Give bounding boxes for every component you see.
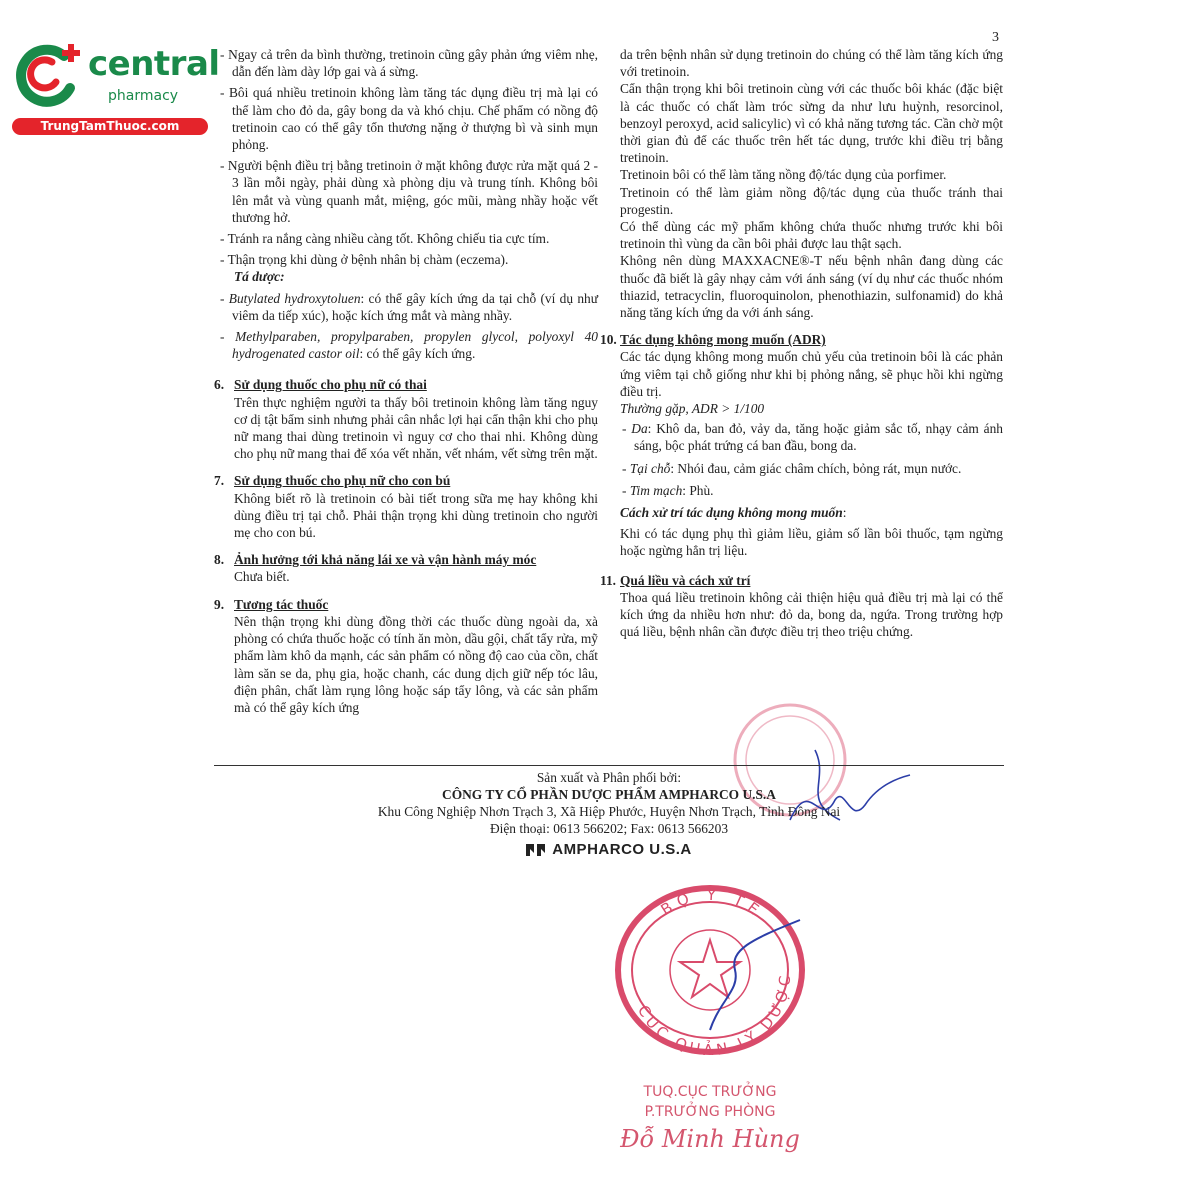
section-8-body: Chưa biết.	[234, 569, 290, 585]
section-9-number: 9.	[214, 596, 225, 612]
footer-company: CÔNG TY CỔ PHẦN DƯỢC PHẨM AMPHARCO U.S.A	[442, 787, 776, 802]
section-8	[214, 551, 598, 585]
adr-cardio-label: Tim mạch	[629, 482, 683, 498]
bullet-3: - Người bệnh điều trị bằng tretinoin ở mặt không được rửa mặt quá 2 - 3 lần mỗi ngày, phải dùng xà phòng dịu và trung tính. Không bôi lên mắt và vùng quanh mắt, miệng, góc mũi, màng nhầy hoặc vết thương hở.	[214, 157, 598, 226]
bullet-2: - Bôi quá nhiều tretinoin không làm tăng tác dụng điều trị mà lại có thể làm cho đỏ da, gây bong da và khó chịu. Chế phẩm có nồng độ tretinoin cao có thể gây tổn thương nặng ở thượng bì và sinh mụn phỏng.	[214, 84, 598, 153]
adr-skin-label: Da	[631, 421, 648, 437]
adr-frequency: Thường gặp, ADR > 1/100	[620, 401, 765, 417]
page-number: 3	[992, 30, 999, 45]
logo-url: TrungTamThuoc.com	[12, 118, 208, 135]
section-10-number: 10.	[600, 332, 617, 348]
section-9-title: Tương tác thuốc	[234, 596, 329, 612]
adr-local-text: : Nhói đau, cảm giác châm chích, bỏng rát, mụn nước.	[670, 460, 962, 476]
excipient-1	[214, 290, 598, 324]
section-10-body: Các tác dụng không mong muốn chủ yếu của tretinoin bôi là các phản ứng viêm tại chỗ giống như khi bị phỏng nắng, sẽ phục hồi khi ngừng điều trị.	[620, 349, 1003, 399]
interaction-p2: Cẩn thận trọng khi bôi tretinoin cùng với các thuốc bôi khác (đặc biệt là các thuốc có chất làm tróc sừng da như lưu huỳnh, resorcinol, benzoyl peroxyd, acid salicylic) vì có khả năng tương tác. Cần chờ một thời gian đủ để các thuốc trên hết tác dụng, trước khi điều trị bằng tretinoin.	[620, 81, 1003, 166]
approver-line-1: TUQ.CỤC TRƯỞNG	[643, 1084, 777, 1100]
excipients-heading: Tá dược:	[234, 269, 285, 285]
section-7	[214, 472, 598, 541]
adr-management-heading	[620, 504, 1003, 521]
section-11-body: Thoa quá liều tretinoin không cải thiện hiệu quả điều trị mà lại có thể kích ứng da nhiều hơn như: đỏ da, bong da, ngứa. Trong trường hợp quá liều, bệnh nhân cần được điều trị theo triệu chứng.	[620, 589, 1003, 640]
excipient-2-text: : có thể gây kích ứng.	[359, 346, 476, 362]
adr-local	[620, 460, 1003, 477]
pharmacy-cross-icon	[12, 40, 82, 110]
approver-block	[600, 1082, 820, 1156]
adr-skin-text: : Khô da, ban đỏ, vảy da, tăng hoặc giảm sắc tố, nhạy cảm ánh sáng, bộc phát trứng cá ban đầu, bong da.	[634, 421, 1003, 454]
adr-cardio-text: : Phù.	[682, 482, 714, 498]
section-11	[600, 572, 1003, 641]
ampharco-brand	[214, 841, 1004, 858]
right-column	[600, 46, 1003, 641]
adr-management-body: Khi có tác dụng phụ thì giảm liều, giảm số lần bôi thuốc, tạm ngừng hoặc ngừng hẳn trị liệu.	[620, 526, 1003, 559]
section-10-title: Tác dụng không mong muốn (ADR)	[620, 332, 826, 348]
section-11-number: 11.	[600, 572, 616, 588]
interaction-p4: Tretinoin có thể làm giảm nồng độ/tác dụng của thuốc tránh thai progestin.	[620, 184, 1003, 217]
excipient-1-text: : có thể gây kích ứng da tại chỗ (ví dụ như viêm da tiếp xúc), hoặc kích ứng mắt và màng nhầy.	[232, 290, 598, 323]
section-9-body: Nên thận trọng khi dùng đồng thời các thuốc dùng ngoài da, xà phòng có chứa thuốc hoặc có tính ăn mòn, dầu gội, chất tẩy rửa, mỹ phẩm làm khô da mạnh, các sản phẩm có nồng độ cao của cồn, chất làm săn se da, phụ gia, hoặc chanh, các dung dịch giữ nếp tóc lâu, điện phân, chất làm rụng lông hoặc sáp tẩy lông, và các sản phẩm mà có thể gây kích ứng	[234, 613, 598, 715]
interaction-p5: Có thể dùng các mỹ phẩm không chứa thuốc nhưng trước khi bôi tretinoin thì vùng da cần bôi phải được lau thật sạch.	[620, 219, 1003, 252]
ampharco-brand-text: AMPHARCO U.S.A	[552, 841, 692, 858]
interaction-p6: Không nên dùng MAXXACNE®-T nếu bệnh nhân đang dùng các thuốc đã biết là gây nhạy cảm với ánh sáng (ví dụ như các thuốc nhóm thiazid, tetracyclin, fluoroquinolon, phenothiazin, sulfonamid) do khả năng tăng kích ứng da với ánh sáng.	[620, 253, 1003, 321]
approver-name: Đỗ Minh Hùng	[620, 1125, 800, 1153]
interaction-p3: Tretinoin bôi có thể làm tăng nồng độ/tác dụng của porfimer.	[620, 167, 947, 183]
stamp-top-text: BỘ Y TẾ	[657, 885, 768, 923]
section-9	[214, 596, 598, 716]
adr-cardio	[620, 482, 1003, 499]
section-11-title: Quá liều và cách xử trí	[620, 572, 751, 588]
excipient-2-name: Methylparaben, propylparaben, propylen glycol, polyoxyl 40 hydrogenated castor oil	[232, 329, 598, 362]
footer-phone: Điện thoại: 0613 566202; Fax: 0613 566203	[489, 821, 729, 836]
ministry-stamp	[590, 880, 830, 1060]
section-7-number: 7.	[214, 473, 225, 489]
left-column	[214, 46, 598, 716]
footer-divider	[214, 765, 1004, 766]
section-7-body: Không biết rõ là tretinoin có bài tiết trong sữa mẹ hay không khi dùng điều trị tại chỗ. Phải thận trọng khi dùng tretinoin cho người mẹ cho con bú.	[234, 490, 598, 541]
logo-brand: central	[88, 44, 220, 84]
adr-management-colon: :	[842, 505, 847, 521]
section-8-title: Ảnh hưởng tới khả năng lái xe và vận hành máy móc	[234, 552, 537, 568]
adr-skin	[620, 420, 1003, 454]
adr-local-label: Tại chỗ	[629, 460, 671, 476]
adr-management-title: Cách xử trí tác dụng không mong muốn	[620, 505, 843, 521]
section-6-body: Trên thực nghiệm người ta thấy bôi tretinoin không làm tăng nguy cơ dị tật bẩm sinh nhưng phải cân nhắc lợi hại cẩn thận khi cho phụ nữ mang thai dùng tretinoin vì nguy cơ cho thai nhi. Không dùng cho phụ nữ mang thai để xóa vết nhăn, vết nhám, vết sừng trên mặt.	[234, 394, 598, 462]
central-pharmacy-logo	[12, 40, 220, 135]
interaction-p1: da trên bệnh nhân sử dụng tretinoin do chúng có thể làm tăng kích ứng với tretinoin.	[620, 47, 1003, 80]
section-6	[214, 376, 598, 462]
footer-signature	[780, 770, 920, 840]
bullet-5: - Thận trọng khi dùng ở bệnh nhân bị chàm (eczema).	[214, 251, 598, 268]
bullet-1: - Ngay cả trên da bình thường, tretinoin cũng gây phản ứng viêm nhẹ, dẫn đến làm dày lớp gai và á sừng.	[214, 46, 598, 80]
section-6-title: Sử dụng thuốc cho phụ nữ có thai	[234, 377, 427, 393]
section-7-title: Sử dụng thuốc cho phụ nữ cho con bú	[234, 473, 451, 489]
logo-subtitle: pharmacy	[108, 88, 179, 104]
footer-label: Sản xuất và Phân phối bởi:	[536, 770, 682, 785]
section-8-number: 8.	[214, 552, 225, 568]
ampharco-logo-icon	[526, 844, 548, 856]
excipient-1-name: Butylated hydroxytoluen	[228, 290, 361, 306]
excipient-2	[214, 328, 598, 362]
approver-line-2: P.TRƯỞNG PHÒNG	[644, 1104, 776, 1120]
section-10	[600, 331, 1003, 559]
stamp-bottom-text: CỤC QUẢN LÝ DƯỢC	[633, 971, 795, 1060]
footer-address: Khu Công Nghiệp Nhơn Trạch 3, Xã Hiệp Phước, Huyện Nhơn Trạch, Tỉnh Đồng Nai	[377, 804, 841, 819]
bullet-4: - Tránh ra nắng càng nhiều càng tốt. Không chiếu tia cực tím.	[214, 230, 598, 247]
section-6-number: 6.	[214, 377, 225, 393]
